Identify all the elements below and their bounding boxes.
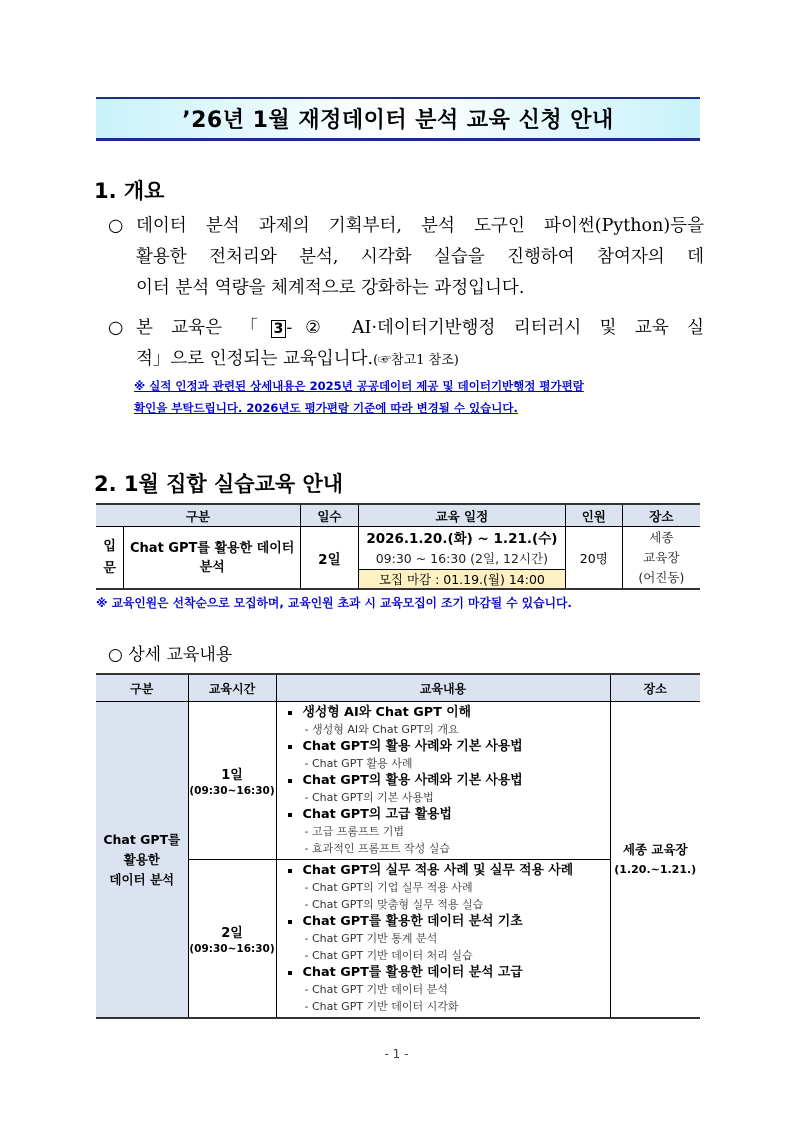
evaluation-notice-line-2: 확인을 부탁드립니다. 2026년도 평가편람 기준에 따라 변경될 수 있습니다. [134, 401, 518, 415]
evaluation-notice [134, 375, 704, 419]
day-1-cell: 1일 (09:30~16:30) [188, 702, 276, 860]
level-cell: 입문 [96, 527, 124, 590]
table-row [96, 702, 700, 860]
recognition-mid: -② AI·데이터기반행정 리터러시 및 교육 실 [286, 318, 705, 338]
header-schedule: 교육 일정 [358, 504, 565, 527]
overview-line-1: 데이터 분석 과제의 기획부터, 분석 도구인 파이썬(Python)등을 [136, 216, 704, 236]
registration-deadline: 모집 마감 : 01.19.(월) 14:00 [359, 569, 565, 588]
category-cell: Chat GPT를 활용한 데이터 분석 [96, 702, 188, 1019]
header-hours: 교육시간 [188, 674, 276, 702]
evaluation-notice-line-1: ※ 실적 인정과 관련된 상세내용은 2025년 공공데이터 제공 및 데이터기반행정 평가편람 [134, 379, 584, 393]
header-content: 교육내용 [276, 674, 610, 702]
curriculum-place-cell: 세종 교육장 (1.20.~1.21.) [610, 702, 700, 1019]
section-1-heading: 1. 개요 [94, 179, 165, 203]
list-item: Chat GPT의 실무 적용 사례 및 실무 적용 사례 [285, 862, 610, 879]
overview-line-2: 활용한 전처리와 분석, 시각화 실습을 진행하여 참여자의 데 [136, 247, 704, 267]
header-category: 구분 [96, 674, 188, 702]
curriculum-header-row [96, 674, 700, 702]
circle-bullet-icon: ○ [108, 318, 124, 338]
page-number: - 1 - [384, 1047, 409, 1061]
list-item: Chat GPT를 활용한 데이터 분석 고급 [285, 964, 610, 981]
list-item: Chat GPT의 활용 사례와 기본 사용법 [285, 738, 610, 755]
schedule-cell [358, 527, 565, 590]
day-1-content: 생성형 AI와 Chat GPT 이해 - 생성형 AI와 Chat GPT의 개요 Chat GPT의 활용 사례와 기본 사용법 - Chat GPT 활용 사례 Chat GPT의 활용 사례와 기본 사용법 - Chat GPT의 기본 사용법 Chat GPT의 고급 활용법 - 고급 프롬프트 기법 - 효과적인 프롬프트 작성 실습 [276, 702, 610, 860]
recognition-line-2: 적」으로 인정되는 교육입니다. [136, 349, 374, 369]
capacity-cell: 20명 [565, 527, 622, 590]
list-item: 생성형 AI와 Chat GPT 이해 [285, 704, 610, 721]
day-2-cell: 2일 (09:30~16:30) [188, 860, 276, 1019]
date-range: 2026.1.20.(화) ~ 1.21.(수) [366, 531, 558, 547]
recognition-prefix: 본 교육은 「 [136, 318, 271, 338]
reference-note: (☞참고1 참조) [373, 353, 459, 368]
course-cell: Chat GPT를 활용한 데이터 분석 [124, 527, 301, 590]
place-cell: 세종 교육장 (어진동) [622, 527, 700, 590]
boxed-number-3: 3 [271, 320, 287, 338]
header-days: 일수 [300, 504, 358, 527]
schedule-header-row [96, 504, 700, 527]
table-row [96, 527, 700, 590]
overview-line-3: 이터 분석 역량을 체계적으로 강화하는 과정입니다. [136, 278, 525, 298]
days-cell: 2일 [300, 527, 358, 590]
recognition-paragraph [108, 313, 704, 376]
capacity-notice: ※ 교육인원은 선착순으로 모집하며, 교육인원 초과 시 교육모집이 조기 마감될 수 있습니다. [96, 596, 572, 610]
list-item: Chat GPT의 활용 사례와 기본 사용법 [285, 772, 610, 789]
schedule-table [96, 503, 700, 590]
document-title-banner [96, 97, 700, 141]
time-range: 09:30 ~ 16:30 (2일, 12시간) [375, 551, 548, 566]
day-2-content: Chat GPT의 실무 적용 사례 및 실무 적용 사례 - Chat GPT의 기업 실무 적용 사례 - Chat GPT의 맞춤형 실무 적용 실습 Chat GPT를 활용한 데이터 분석 기초 - Chat GPT 기반 통계 분석 - Chat GPT 기반 데이터 처리 실습 Chat GPT를 활용한 데이터 분석 고급 - Chat GPT 기반 데이터 분석 - Chat GPT 기반 데이터 시각화 [276, 860, 610, 1019]
detail-heading: ○ 상세 교육내용 [108, 645, 233, 665]
curriculum-table [96, 673, 700, 1019]
header-capacity: 인원 [565, 504, 622, 527]
overview-paragraph [108, 211, 704, 304]
section-2-heading: 2. 1월 집합 실습교육 안내 [94, 472, 344, 496]
header-place: 장소 [622, 504, 700, 527]
document-title: ’26년 1월 재정데이터 분석 교육 신청 안내 [182, 108, 614, 133]
header-category: 구분 [96, 504, 300, 527]
list-item: Chat GPT를 활용한 데이터 분석 기초 [285, 913, 610, 930]
header-place: 장소 [610, 674, 700, 702]
list-item: Chat GPT의 고급 활용법 [285, 806, 610, 823]
circle-bullet-icon: ○ [108, 216, 124, 236]
